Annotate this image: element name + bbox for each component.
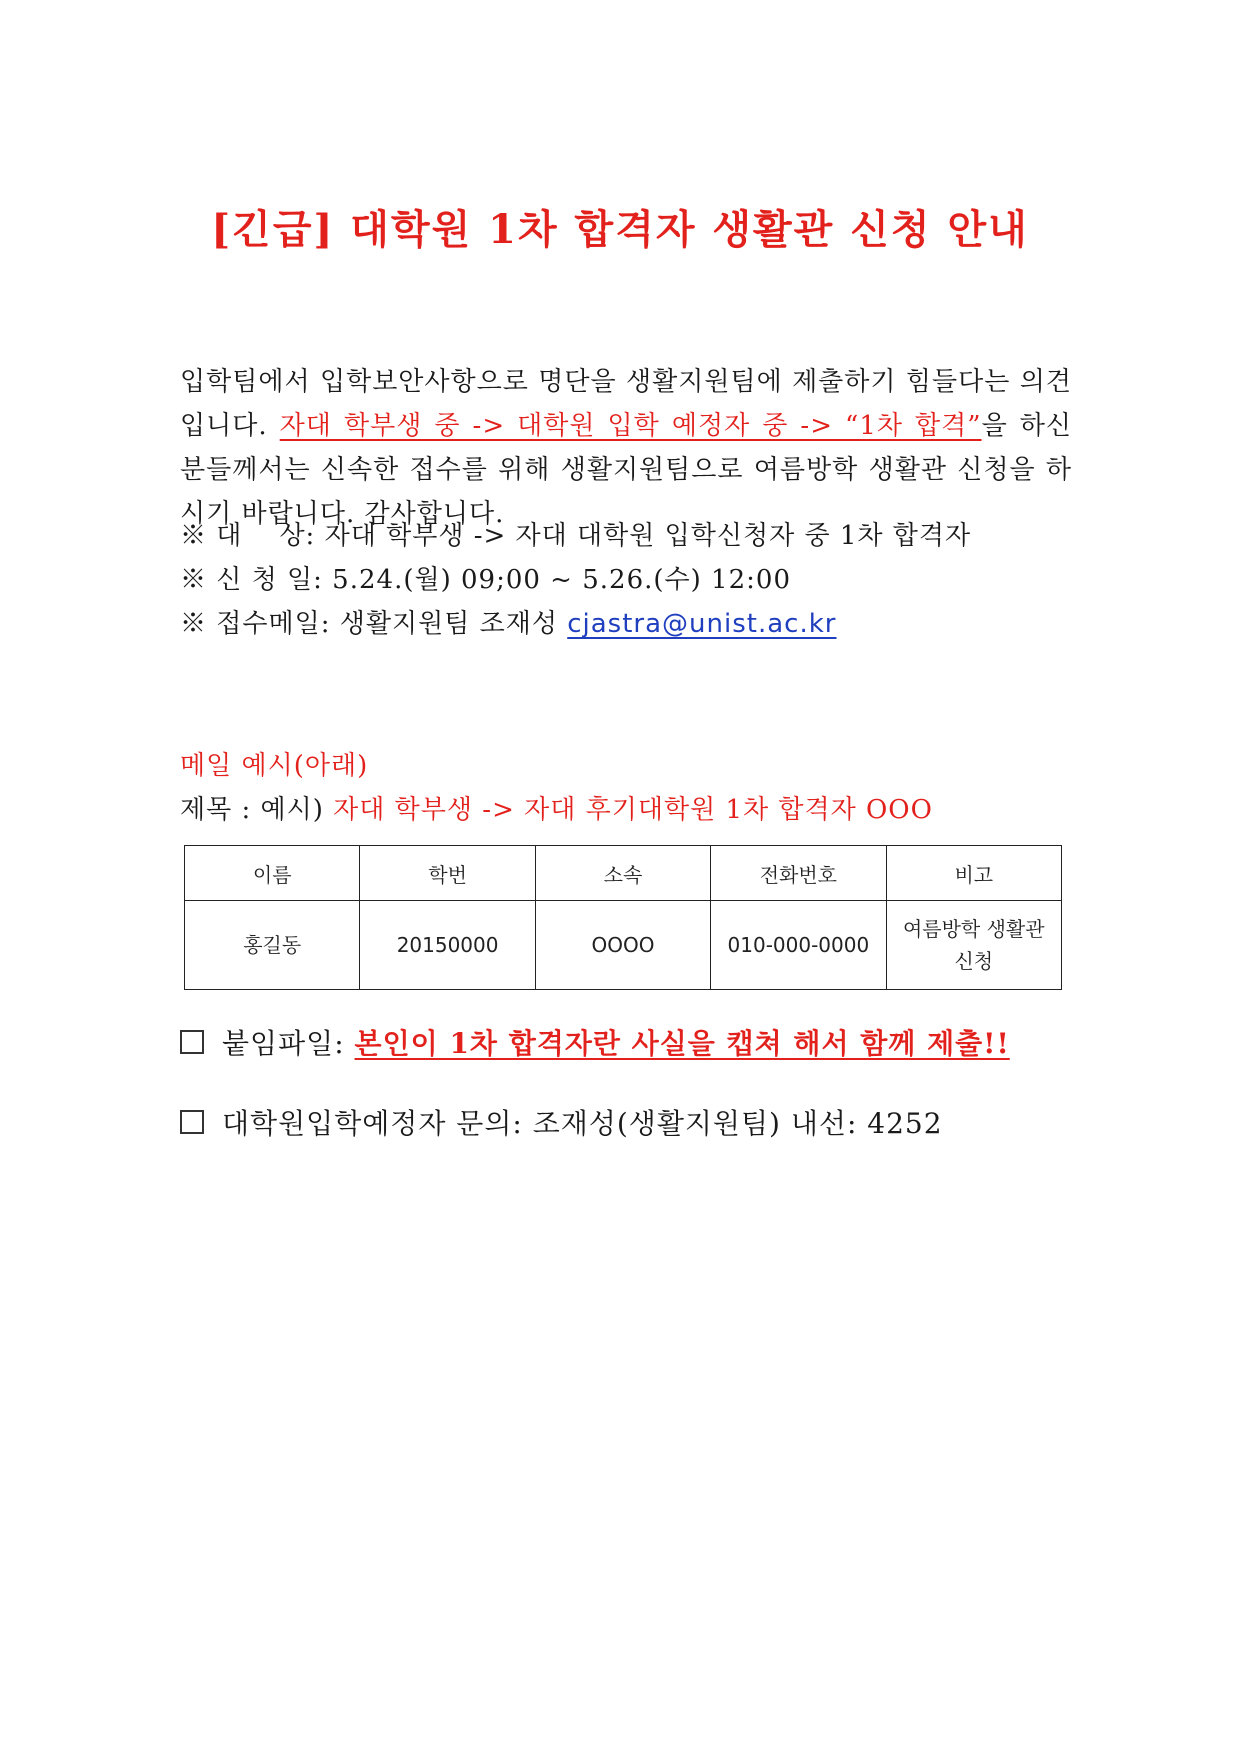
info-date-value: 5.24.(월) 09;00 ~ 5.26.(수) 12:00 [332,565,791,595]
header-name: 이름 [185,846,360,901]
example-subject-value: 자대 학부생 -> 자대 후기대학원 1차 합격자 OOO [333,795,933,825]
example-heading: 메일 예시(아래) [180,751,369,781]
info-target [180,514,1080,558]
intro-text-1: 입학팀에서 입학보안사항으로 명단을 생활지원팀에 제출하기 힘들다는 의견입니다. [180,367,1072,441]
info-date-label: ※ 신 청 일: [180,565,323,595]
info-mail-contact: 생활지원팀 조재성 [339,609,558,639]
header-phone: 전화번호 [711,846,886,901]
inquiry-text: 대학원입학예정자 문의: 조재성(생활지원팀) 내선: 4252 [222,1107,943,1140]
cell-note: 여름방학 생활관 신청 [886,901,1061,990]
checkbox-square-icon [180,1110,204,1134]
checkbox-square-icon [180,1030,204,1054]
info-block [180,514,1080,646]
header-student-id: 학번 [360,846,535,901]
cell-name: 홍길동 [185,901,360,990]
info-mail-label: ※ 접수메일: [180,609,331,639]
attachment-line [180,1024,1010,1064]
intro-paragraph [180,360,1072,536]
inquiry-line [180,1104,943,1144]
header-affiliation: 소속 [535,846,710,901]
header-note: 비고 [886,846,1061,901]
info-mail [180,602,1080,646]
cell-affiliation: OOOO [535,901,710,990]
attachment-label: 붙임파일: [222,1027,345,1060]
example-table [184,845,1062,990]
cell-student-id: 20150000 [360,901,535,990]
mail-example [180,744,1080,832]
cell-phone: 010-000-0000 [711,901,886,990]
info-target-label: ※ 대 상: [180,521,316,551]
email-link[interactable]: cjastra@unist.ac.kr [567,609,837,639]
example-subject-label: 제목 : 예시) [180,795,324,825]
attachment-value: 본인이 1차 합격자란 사실을 캡쳐 해서 함께 제출!! [354,1027,1010,1060]
intro-text-2: 을 하신 분들께서는 신속한 접수를 위해 생활지원팀으로 여름방학 생활관 신청을 하시기 바랍니다. 감사합니다. [180,411,1072,529]
example-subject [180,788,1080,832]
info-target-value: 자대 학부생 -> 자대 대학원 입학신청자 중 1차 합격자 [324,521,972,551]
table-row [185,901,1062,990]
table-header-row [185,846,1062,901]
page-title: [긴급] 대학원 1차 합격자 생활관 신청 안내 [211,206,1029,253]
intro-highlight: 자대 학부생 중 -> 대학원 입학 예정자 중 -> “1차 합격” [279,411,982,441]
info-date [180,558,1080,602]
